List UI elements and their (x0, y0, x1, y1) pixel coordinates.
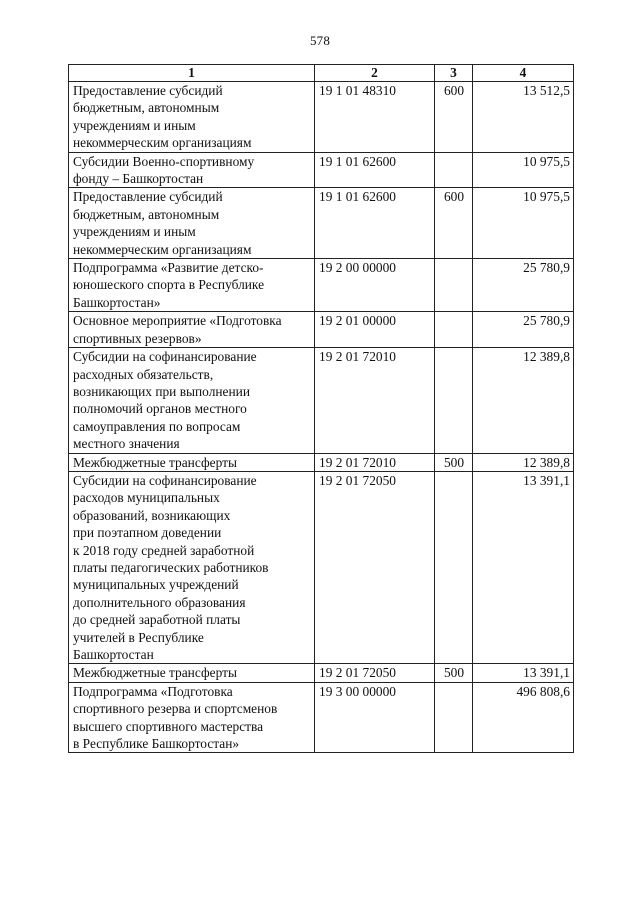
row-expense-type: 600 (435, 82, 473, 153)
row-name: Межбюджетные трансферты (69, 453, 315, 471)
row-code: 19 2 01 00000 (315, 312, 435, 348)
row-name: Основное мероприятие «Подготовка спортивных резервов» (69, 312, 315, 348)
row-code: 19 2 01 72050 (315, 471, 435, 663)
row-name: Подпрограмма «Развитие детско- юношеского спорта в Республике Башкортостан» (69, 259, 315, 312)
table-row (69, 312, 574, 348)
row-amount: 13 391,1 (473, 664, 574, 682)
row-code: 19 1 01 48310 (315, 82, 435, 153)
row-expense-type: 500 (435, 664, 473, 682)
row-name: Предоставление субсидий бюджетным, автономным учреждениям и иным некоммерческим организациям (69, 82, 315, 153)
row-amount: 10 975,5 (473, 152, 574, 188)
row-amount: 12 389,8 (473, 453, 574, 471)
row-code: 19 2 01 72050 (315, 664, 435, 682)
row-name: Подпрограмма «Подготовка спортивного резерва и спортсменов высшего спортивного мастерства в Республике Башкортостан» (69, 682, 315, 753)
row-expense-type (435, 312, 473, 348)
table-row (69, 259, 574, 312)
row-code: 19 2 01 72010 (315, 453, 435, 471)
column-header-1: 1 (69, 65, 315, 82)
row-amount: 12 389,8 (473, 348, 574, 453)
row-name: Межбюджетные трансферты (69, 664, 315, 682)
row-expense-type (435, 682, 473, 753)
budget-table (68, 64, 574, 753)
row-code: 19 3 00 00000 (315, 682, 435, 753)
row-name: Предоставление субсидий бюджетным, автономным учреждениям и иным некоммерческим организациям (69, 188, 315, 259)
table-row (69, 82, 574, 153)
table-row (69, 453, 574, 471)
row-code: 19 1 01 62600 (315, 152, 435, 188)
row-name: Субсидии Военно-спортивному фонду – Башкортостан (69, 152, 315, 188)
row-amount: 13 512,5 (473, 82, 574, 153)
table-row (69, 188, 574, 259)
row-name: Субсидии на софинансирование расходных обязательств, возникающих при выполнении полномочий органов местного самоуправления по вопросам местного значения (69, 348, 315, 453)
table-row (69, 348, 574, 453)
table-row (69, 471, 574, 663)
column-header-2: 2 (315, 65, 435, 82)
row-amount: 13 391,1 (473, 471, 574, 663)
row-expense-type: 600 (435, 188, 473, 259)
row-name: Субсидии на софинансирование расходов муниципальных образований, возникающих при поэтапном доведении к 2018 году средней заработной платы педагогических работников муниципальных учреждений дополнительного образования до средней заработной платы учителей в Республике Башкортостан (69, 471, 315, 663)
row-amount: 25 780,9 (473, 312, 574, 348)
table-row (69, 152, 574, 188)
page-number: 578 (309, 33, 331, 48)
row-code: 19 2 00 00000 (315, 259, 435, 312)
table-header-row (69, 65, 574, 82)
row-amount: 25 780,9 (473, 259, 574, 312)
row-amount: 496 808,6 (473, 682, 574, 753)
column-header-3: 3 (435, 65, 473, 82)
row-code: 19 1 01 62600 (315, 188, 435, 259)
row-code: 19 2 01 72010 (315, 348, 435, 453)
row-expense-type (435, 471, 473, 663)
row-expense-type (435, 348, 473, 453)
column-header-4: 4 (473, 65, 574, 82)
row-expense-type (435, 259, 473, 312)
table-row (69, 682, 574, 753)
row-expense-type: 500 (435, 453, 473, 471)
row-expense-type (435, 152, 473, 188)
table-row (69, 664, 574, 682)
row-amount: 10 975,5 (473, 188, 574, 259)
